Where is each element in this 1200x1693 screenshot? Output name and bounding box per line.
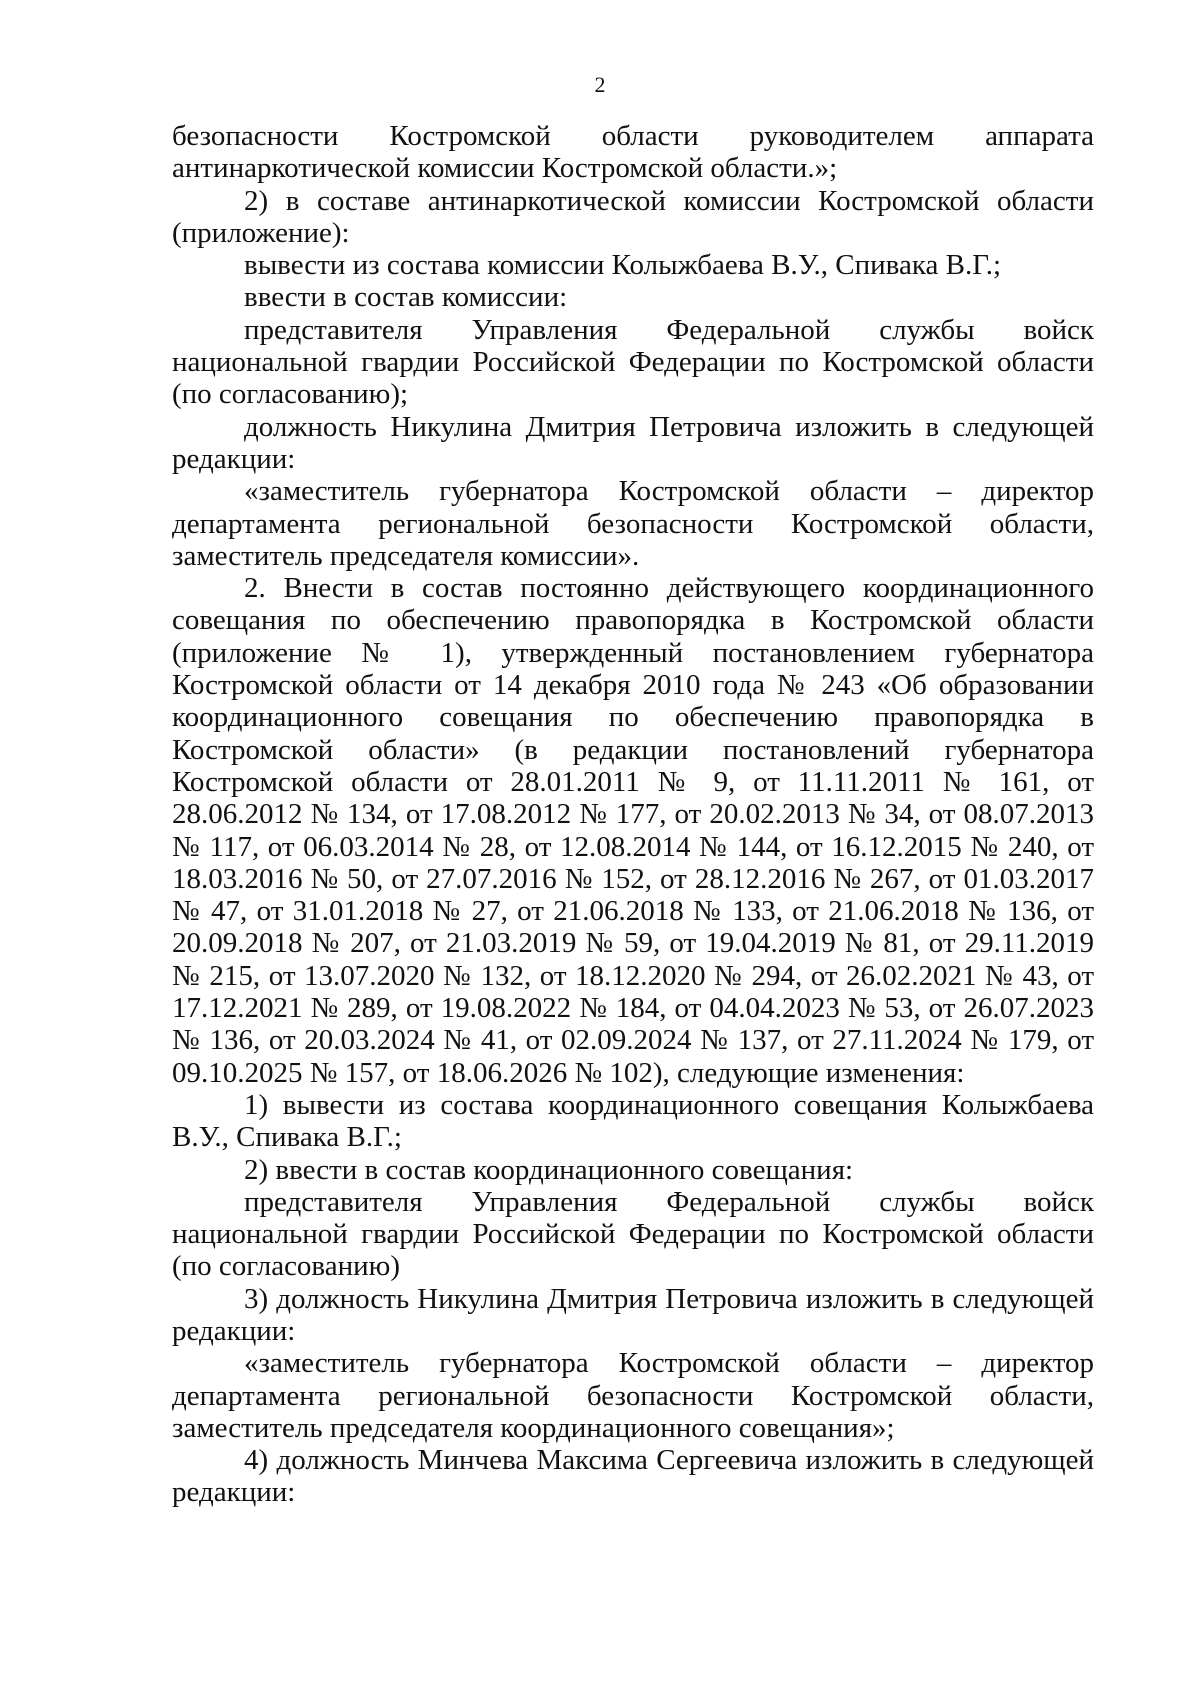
paragraph-nikulin-new-title: «заместитель губернатора Костромской области – директор департамента региональной безопасности Костромской области, заместитель председателя комиссии». <box>172 475 1094 572</box>
paragraph-minchev-position: 4) должность Минчева Максима Сергеевича изложить в следующей редакции: <box>172 1444 1094 1509</box>
paragraph-remove-members: вывести из состава комиссии Колыжбаева В.У., Спивака В.Г.; <box>244 249 1002 282</box>
paragraph-meeting-rosgvardia-representative: представителя Управления Федеральной службы войск национальной гвардии Российской Федерации по Костромской области (по согласованию) <box>172 1185 1094 1283</box>
paragraph-continuation: безопасности Костромской области руководителем аппарата антинаркотической комиссии Костромской области.»; <box>172 120 1094 185</box>
paragraph-add-members: ввести в состав комиссии: <box>244 281 568 314</box>
paragraph-section-2-amendments: 2. Внести в состав постоянно действующего координационного совещания по обеспечению правопорядка в Костромской области (приложение № 1), утвержденный постановлением губернатора Костромской области от 14 декабря 2010 года № 243 «Об образовании координационного совещания по обеспечению правопорядка в Костромской области» (в редакции постановлений губернатора Костромской области от 28.01.2011 № 9, от 11.11.2011 № 161, от 28.06.2012 № 134, от 17.08.2012 № 177, от 20.02.2013 № 34, от 08.07.2013 № 117, от 06.03.2014 № 28, от 12.08.2014 № 144, от 16.12.2015 № 240, от 18.03.2016 № 50, от 27.07.2016 № 152, от 28.12.2016 № 267, от 01.03.2017 № 47, от 31.01.2018 № 27, от 21.06.2018 № 133, от 21.06.2018 № 136, от 20.09.2018 № 207, от 21.03.2019 № 59, от 19.04.2019 № 81, от 29.11.2019 № 215, от 13.07.2020 № 132, от 18.12.2020 № 294, от 26.02.2021 № 43, от 17.12.2021 № 289, от 19.08.2022 № 184, от 04.04.2023 № 53, от 26.07.2023 № 136, от 20.03.2024 № 41, от 02.09.2024 № 137, от 27.11.2024 № 179, от 09.10.2025 № 157, от 18.06.2026 № 102), следующие изменения: <box>172 572 1094 1089</box>
paragraph-rosgvardia-representative: представителя Управления Федеральной службы войск национальной гвардии Российской Федерации по Костромской области (по согласованию); <box>172 313 1094 411</box>
paragraph-nikulin-position: должность Никулина Дмитрия Петровича изложить в следующей редакции: <box>172 410 1094 475</box>
paragraph-meeting-remove-members: 1) вывести из состава координационного совещания Колыжбаева В.У., Спивака В.Г.; <box>172 1088 1094 1154</box>
paragraph-meeting-nikulin-position: 3) должность Никулина Дмитрия Петровича изложить в следующей редакции: <box>172 1282 1094 1347</box>
document-body <box>172 120 1094 1509</box>
page-number: 2 <box>594 72 606 97</box>
paragraph-meeting-nikulin-new-title: «заместитель губернатора Костромской области – директор департамента региональной безопасности Костромской области, заместитель председателя координационного совещания»; <box>172 1347 1094 1444</box>
paragraph-item-2-commission: 2) в составе антинаркотической комиссии Костромской области (приложение): <box>172 184 1094 249</box>
paragraph-meeting-add-members: 2) ввести в состав координационного совещания: <box>244 1153 854 1186</box>
